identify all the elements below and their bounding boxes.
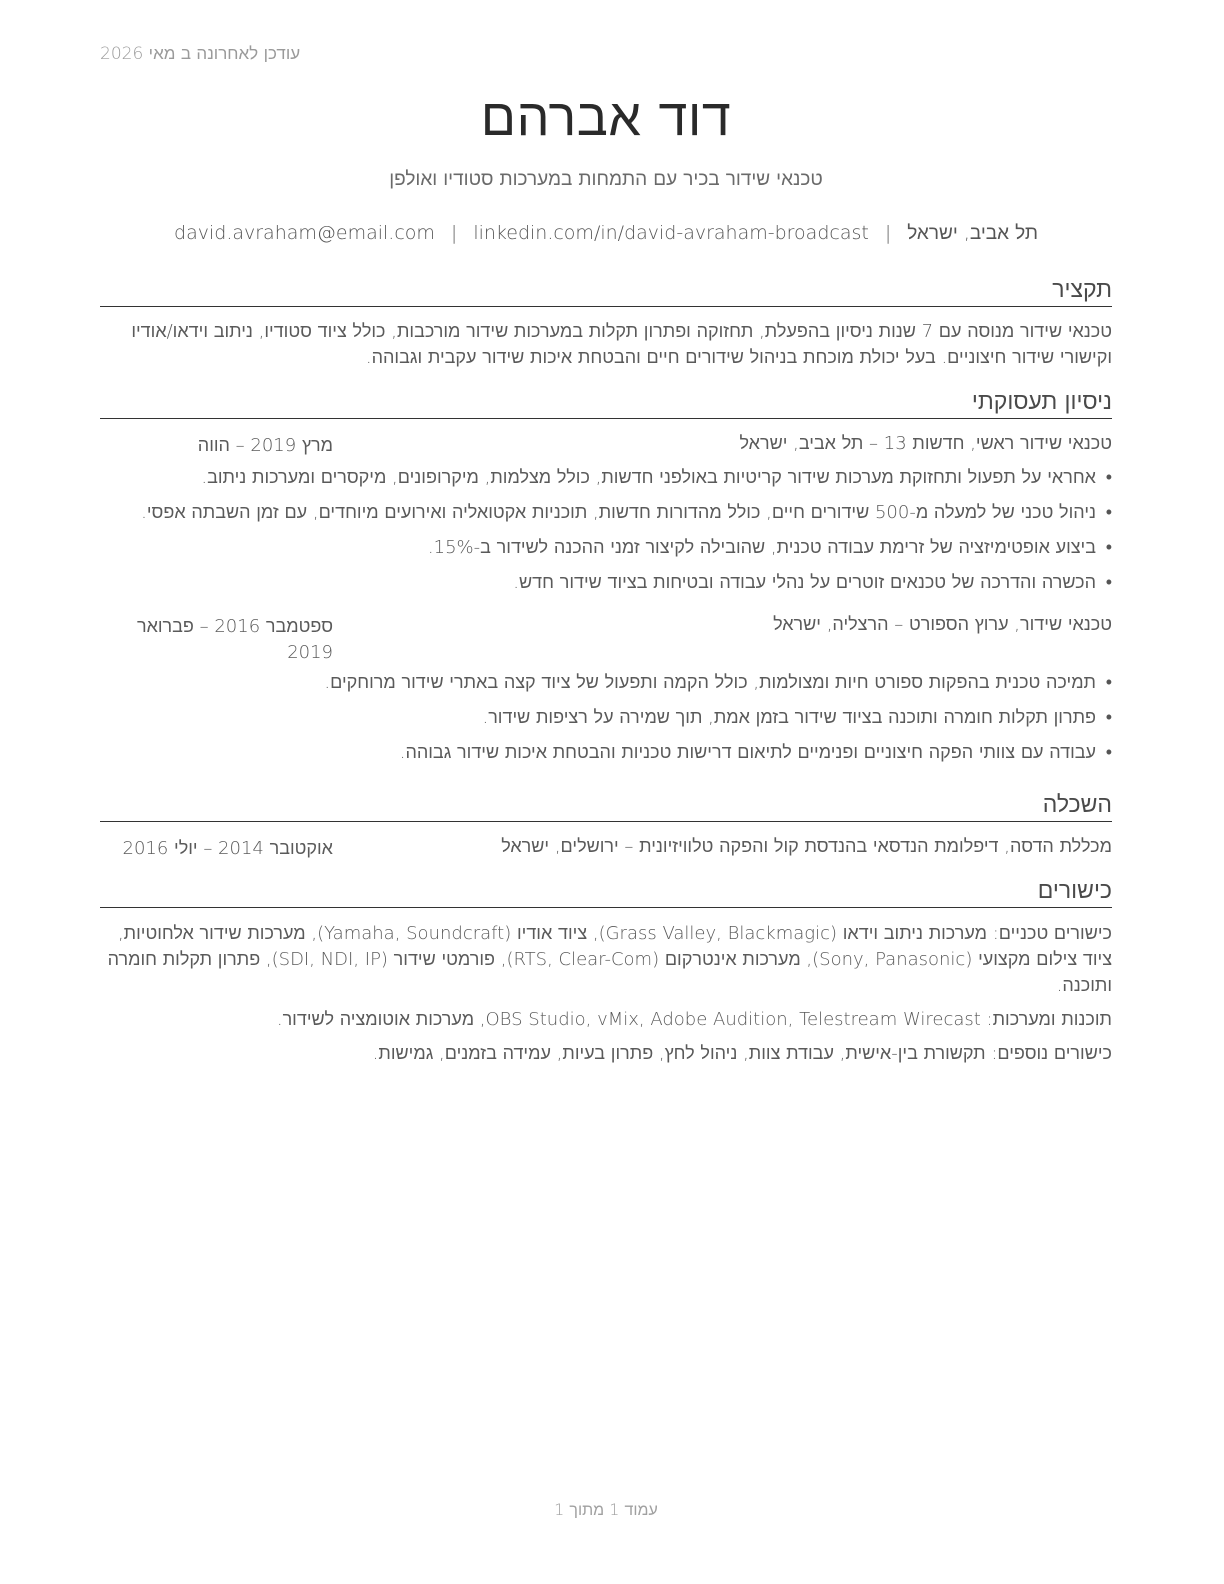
education-entry bbox=[100, 836, 1112, 862]
contact-line bbox=[100, 222, 1112, 245]
education-heading: השכלה bbox=[100, 790, 1112, 822]
job-bullets bbox=[100, 465, 1112, 596]
skills-soft: כישורים נוספים: תקשורת בין-אישית, עבודת צוות, ניהול לחץ, פתרון בעיות, עמידה בזמנים, גמישות. bbox=[372, 1043, 1112, 1064]
job-bullet: • עבודה עם צוותי הפקה חיצוניים ופנימיים לתיאום דרישות טכניות והבטחת איכות שידור גבוהה. bbox=[100, 740, 1112, 766]
education-institution: מכללת הדסה, דיפלומת הנדסאי בהנדסת קול והפקה טלוויזיונית – ירושלים, ישראל bbox=[501, 836, 1112, 857]
page-number: עמוד 1 מתוך 1 bbox=[554, 1500, 658, 1519]
experience-heading: ניסיון תעסוקתי bbox=[100, 387, 1112, 419]
skills-section bbox=[100, 876, 1112, 1075]
job-bullets bbox=[100, 670, 1112, 766]
job-header bbox=[100, 433, 1112, 459]
job-bullet: • פתרון תקלות חומרה ותוכנה בציוד שידור בזמן אמת, תוך שמירה על רציפות שידור. bbox=[100, 705, 1112, 731]
job-entry bbox=[100, 433, 1112, 596]
contact-separator: | bbox=[450, 222, 458, 244]
job-title: טכנאי שידור ראשי, חדשות 13 – תל אביב, ישראל bbox=[739, 433, 1112, 454]
summary-section bbox=[100, 275, 1112, 371]
skills-list bbox=[100, 921, 1112, 1067]
skills-heading: כישורים bbox=[100, 876, 1112, 908]
job-title: טכנאי שידור, ערוץ הספורט – הרצליה, ישראל bbox=[773, 614, 1112, 635]
summary-heading: תקציר bbox=[100, 275, 1112, 307]
education-dates: אוקטובר 2014 – יולי 2016 bbox=[122, 838, 333, 859]
job-bullet: • אחראי על תפעול ותחזוקת מערכות שידור קריטיות באולפני חדשות, כולל מצלמות, מיקרופונים, מיקסרים ומערכות ניתוב. bbox=[100, 465, 1112, 491]
candidate-name: דוד אברהם bbox=[480, 88, 732, 148]
job-dates: ספטמבר 2016 – פברואר 2019 bbox=[136, 616, 333, 663]
job-entry bbox=[100, 614, 1112, 766]
skills-software: תוכנות ומערכות: OBS Studio, vMix, Adobe Audition, Telestream Wirecast, מערכות אוטומציה לשידור. bbox=[276, 1009, 1112, 1030]
experience-section bbox=[100, 387, 1112, 775]
job-bullet: • תמיכה טכנית בהפקות ספורט חיות ומצולמות, כולל הקמה ותפעול של ציוד קצה באתרי שידור מרוחקים. bbox=[100, 670, 1112, 696]
contact-email[interactable]: david.avraham@email.com bbox=[174, 222, 435, 244]
job-header bbox=[100, 614, 1112, 666]
last-updated: עודכן לאחרונה ב מאי 2026 bbox=[100, 44, 301, 64]
job-bullet: • ביצוע אופטימיזציה של זרימת עבודה טכנית, שהובילה לקיצור זמני ההכנה לשידור ב-15%. bbox=[100, 535, 1112, 561]
contact-linkedin[interactable]: linkedin.com/in/david-avraham-broadcast bbox=[473, 222, 869, 244]
skills-technical: כישורים טכניים: מערכות ניתוב וידאו (Grass Valley, Blackmagic), ציוד אודיו (Yamaha, Soundcraft), מערכות שידור אלחוטיות, ציוד צילום מקצועי (Sony, Panasonic), מערכות אינטרקום (RTS, Clear-Com), פורמטי שידור (SDI, NDI, IP), פתרון תקלות חומרה ותוכנה. bbox=[107, 923, 1112, 996]
education-section bbox=[100, 790, 1112, 862]
contact-separator: | bbox=[884, 222, 892, 244]
contact-location: תל אביב, ישראל bbox=[907, 222, 1038, 244]
summary-text: טכנאי שידור מנוסה עם 7 שנות ניסיון בהפעלת, תחזוקה ופתרון תקלות במערכות שידור מורכבות, כולל ציוד סטודיו, ניתוב וידאו/אודיו וקישורי שידור חיצוניים. בעל יכולת מוכחת בניהול שידורים חיים והבטחת איכות שידור עקבית וגבוהה. bbox=[131, 321, 1112, 368]
job-dates: מרץ 2019 – הווה bbox=[197, 435, 333, 456]
job-bullet: • הכשרה והדרכה של טכנאים זוטרים על נהלי עבודה ובטיחות בציוד שידור חדש. bbox=[100, 570, 1112, 596]
resume-page bbox=[100, 0, 1112, 1584]
candidate-headline: טכנאי שידור בכיר עם התמחות במערכות סטודיו ואולפן bbox=[389, 168, 823, 190]
job-bullet: • ניהול טכני של למעלה מ-500 שידורים חיים, כולל מהדורות חדשות, תוכניות אקטואליה ואירועים מיוחדים, עם זמן השבתה אפסי. bbox=[100, 500, 1112, 526]
